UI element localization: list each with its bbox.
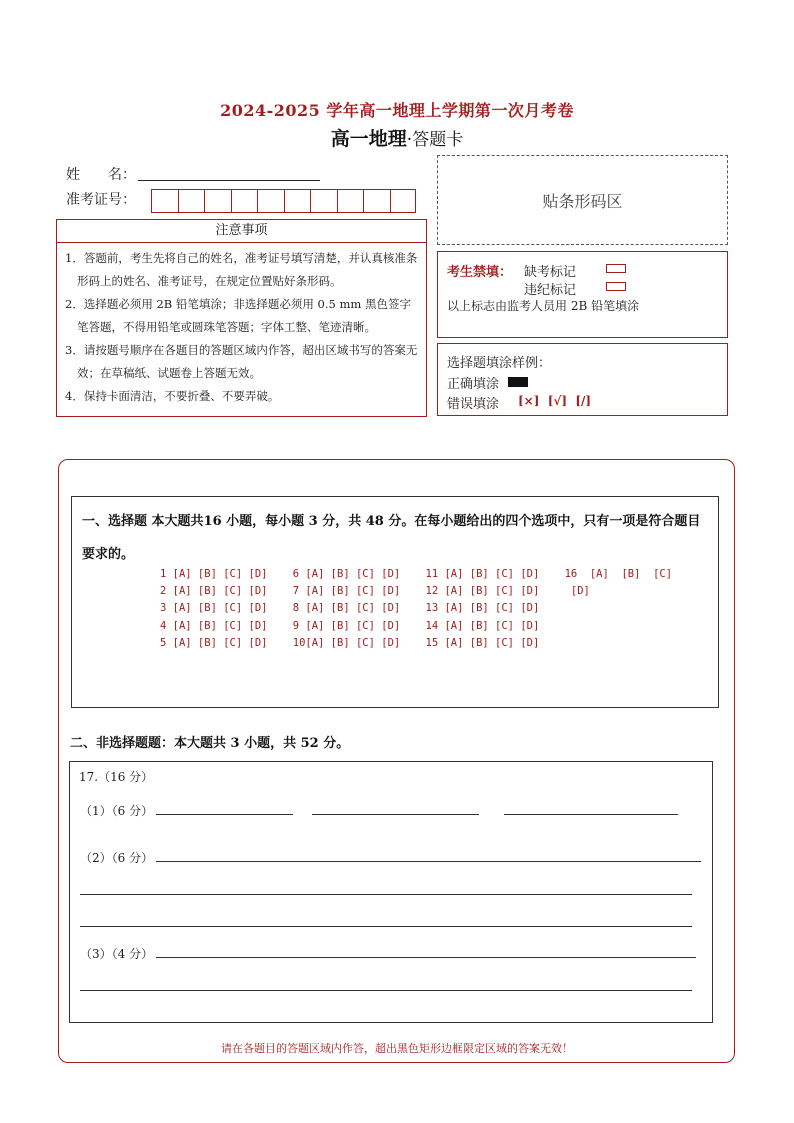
sample-title: 选择题填涂样例： [447, 356, 552, 371]
barcode-label: 贴条形码区 [542, 191, 623, 211]
answer-line[interactable] [504, 814, 678, 815]
wrong-fill-examples: [×] [√] [/] [518, 394, 592, 408]
absent-label: 缺考标记 [524, 265, 577, 280]
question-17-box [69, 761, 713, 1023]
id-digit-box[interactable] [390, 189, 417, 213]
answer-line[interactable] [156, 814, 293, 815]
answer-line[interactable] [156, 861, 701, 862]
notes-heading: 注意事项 [56, 219, 427, 243]
title-separator: · [406, 130, 413, 150]
name-field[interactable] [138, 180, 320, 181]
barcode-area [437, 155, 728, 245]
id-digit-box[interactable] [178, 189, 205, 213]
name-label: 姓 名： [66, 167, 136, 183]
section2-instructions: 二、非选择题题：本大题共 3 小题，共 52 分。 [70, 736, 350, 751]
answer-card-title [0, 124, 794, 151]
choice-row[interactable]: 4 [A] [B] [C] [D] 9 [A] [B] [C] [D] 14 [A] [B] [C] [D] [160, 620, 540, 632]
exam-id-boxes[interactable] [151, 189, 416, 213]
choice-row[interactable]: 2 [A] [B] [C] [D] 7 [A] [B] [C] [D] 12 [A] [B] [C] [D] [D] [160, 585, 590, 597]
correct-fill-example [508, 377, 528, 387]
answer-line[interactable] [80, 894, 692, 895]
correct-fill-label: 正确填涂 [447, 377, 500, 392]
note-item: 2．选择题必须用 2B 铅笔填涂；非选择题必须用 0.5 mm 黑色签字笔答题，不得用铅笔或圆珠笔答题；字体工整、笔迹清晰。 [65, 297, 411, 334]
id-digit-box[interactable] [204, 189, 231, 213]
answer-line[interactable] [80, 926, 692, 927]
choice-row[interactable]: 5 [A] [B] [C] [D] 10[A] [B] [C] [D] 15 [A] [B] [C] [D] [160, 637, 540, 649]
part-2-label: （2）（6 分） [80, 851, 154, 865]
id-digit-box[interactable] [284, 189, 311, 213]
id-digit-box[interactable] [310, 189, 337, 213]
choice-row[interactable]: 3 [A] [B] [C] [D] 8 [A] [B] [C] [D] 13 [A] [B] [C] [D] [160, 602, 540, 614]
id-digit-box[interactable] [231, 189, 258, 213]
id-digit-box[interactable] [151, 189, 178, 213]
question-17-label: 17.（16 分） [79, 770, 154, 784]
answer-line[interactable] [80, 990, 692, 991]
note-item: 3．请按题号顺序在各题目的答题区域内作答，超出区域书写的答案无效；在草稿纸、试题卷上答题无效。 [65, 343, 418, 380]
answer-line[interactable] [312, 814, 479, 815]
note-item: 1．答题前，考生先将自己的姓名，准考证号填写清楚，并认真核准条形码上的姓名、准考证号，在规定位置贴好条形码。 [65, 251, 418, 288]
subject-title: 高一地理 [330, 128, 407, 150]
staff-note: 以上标志由监考人员用 2B 铅笔填涂 [447, 299, 640, 313]
id-label: 准考证号： [66, 192, 136, 208]
violation-label: 违纪标记 [524, 283, 577, 298]
id-digit-box[interactable] [257, 189, 284, 213]
id-digit-box[interactable] [363, 189, 390, 213]
note-item: 4．保持卡面清洁，不要折叠、不要弄破。 [65, 389, 280, 403]
part-3-label: （3）（4 分） [80, 947, 154, 961]
part-1-label: （1）（6 分） [80, 804, 154, 818]
section1-instructions: 一、选择题 本大题共16 小题，每小题 3 分，共 48 分。在每小题给出的四个选项中，只有一项是符合题目要求的。 [82, 514, 701, 562]
choice-row[interactable]: 1 [A] [B] [C] [D] 6 [A] [B] [C] [D] 11 [A] [B] [C] [D] 16 [A] [B] [C] [160, 568, 673, 580]
staff-only-box [437, 251, 728, 338]
answer-line[interactable] [156, 957, 696, 958]
wrong-fill-label: 错误填涂 [447, 397, 500, 412]
fill-sample-box [437, 343, 728, 416]
card-label: 答题卡 [412, 130, 464, 150]
notes-list [56, 243, 427, 417]
exam-title: 2024-2025 学年高一地理上学期第一次月考卷 [220, 101, 574, 120]
id-digit-box[interactable] [337, 189, 364, 213]
footer-warning: 请在各题目的答题区域内作答，超出黑色矩形边框限定区域的答案无效！ [221, 1042, 573, 1055]
absent-mark-box[interactable] [606, 264, 626, 273]
staff-only-label: 考生禁填： [447, 265, 513, 280]
violation-mark-box[interactable] [606, 282, 626, 291]
